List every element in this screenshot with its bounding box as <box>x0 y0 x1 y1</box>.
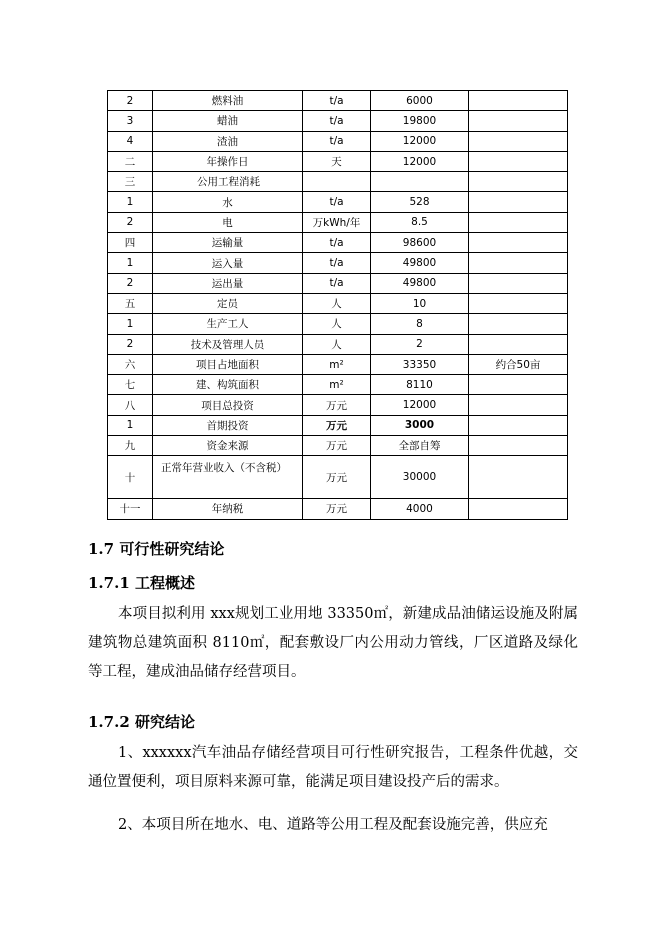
row-name: 渣油 <box>153 131 303 151</box>
table-row <box>108 395 568 415</box>
row-value: 10 <box>371 293 469 313</box>
row-unit: 万元 <box>303 499 371 519</box>
row-number: 十 <box>108 456 153 499</box>
row-value: 4000 <box>371 499 469 519</box>
row-note <box>469 192 568 212</box>
row-note <box>469 131 568 151</box>
row-unit: 人 <box>303 314 371 334</box>
row-unit: 万元 <box>303 436 371 456</box>
row-number: 三 <box>108 172 153 192</box>
table-row <box>108 91 568 111</box>
row-value: 49800 <box>371 273 469 293</box>
row-note <box>469 436 568 456</box>
row-note <box>469 375 568 395</box>
row-number: 2 <box>108 334 153 354</box>
table-row <box>108 354 568 374</box>
table-row <box>108 273 568 293</box>
row-value: 98600 <box>371 233 469 253</box>
row-number: 1 <box>108 415 153 435</box>
row-name: 资金来源 <box>153 436 303 456</box>
row-number: 1 <box>108 314 153 334</box>
row-note <box>469 111 568 131</box>
row-number: 1 <box>108 192 153 212</box>
row-note <box>469 293 568 313</box>
row-number: 六 <box>108 354 153 374</box>
row-note <box>469 273 568 293</box>
row-unit: t/a <box>303 111 371 131</box>
row-value: 12000 <box>371 395 469 415</box>
subsection-title-overview: 1.7.1 工程概述 <box>88 574 195 592</box>
row-name: 公用工程消耗 <box>153 172 303 192</box>
row-name: 水 <box>153 192 303 212</box>
row-note <box>469 395 568 415</box>
row-unit: 人 <box>303 334 371 354</box>
table-row <box>108 192 568 212</box>
row-number: 2 <box>108 91 153 111</box>
row-note <box>469 172 568 192</box>
row-unit: m² <box>303 354 371 374</box>
row-value: 528 <box>371 192 469 212</box>
row-unit: 人 <box>303 293 371 313</box>
row-number: 四 <box>108 233 153 253</box>
overview-paragraph: 本项目拟利用 xxx规划工业用地 33350㎡，新建成品油储运设施及附属建筑物总建筑面积 8110㎡，配套敷设厂内公用动力管线，厂区道路及绿化等工程，建成油品储存经营项目。 <box>88 606 578 680</box>
table-row <box>108 233 568 253</box>
row-name: 运输量 <box>153 233 303 253</box>
row-value: 8.5 <box>371 212 469 232</box>
row-note <box>469 91 568 111</box>
row-value: 8 <box>371 314 469 334</box>
row-note: 约合50亩 <box>469 354 568 374</box>
row-unit: m² <box>303 375 371 395</box>
conclusion-paragraph-2: 2、本项目所在地水、电、道路等公用工程及配套设施完善，供应充 <box>118 817 548 833</box>
table-row <box>108 131 568 151</box>
row-note <box>469 151 568 171</box>
row-unit: 万元 <box>303 456 371 499</box>
row-number: 九 <box>108 436 153 456</box>
row-value: 6000 <box>371 91 469 111</box>
row-note <box>469 334 568 354</box>
table-row <box>108 293 568 313</box>
row-number: 二 <box>108 151 153 171</box>
row-value <box>371 172 469 192</box>
row-unit: 天 <box>303 151 371 171</box>
row-name: 年纳税 <box>153 499 303 519</box>
row-value: 19800 <box>371 111 469 131</box>
row-note <box>469 456 568 499</box>
row-note <box>469 212 568 232</box>
row-note <box>469 415 568 435</box>
table-row <box>108 172 568 192</box>
conclusion-paragraph-1: 1、xxxxxx汽车油品存储经营项目可行性研究报告，工程条件优越，交通位置便利，项目原料来源可靠，能满足项目建设投产后的需求。 <box>88 745 578 790</box>
row-note <box>469 253 568 273</box>
row-value: 2 <box>371 334 469 354</box>
row-value: 33350 <box>371 354 469 374</box>
table-row <box>108 334 568 354</box>
row-number: 五 <box>108 293 153 313</box>
table-row <box>108 415 568 435</box>
row-number: 2 <box>108 212 153 232</box>
row-value: 8110 <box>371 375 469 395</box>
row-number: 1 <box>108 253 153 273</box>
row-unit: t/a <box>303 131 371 151</box>
row-name: 技术及管理人员 <box>153 334 303 354</box>
row-value: 49800 <box>371 253 469 273</box>
row-unit: 万元 <box>303 415 371 435</box>
row-name: 项目占地面积 <box>153 354 303 374</box>
row-unit: t/a <box>303 273 371 293</box>
row-name: 运入量 <box>153 253 303 273</box>
row-name: 年操作日 <box>153 151 303 171</box>
row-name: 正常年营业收入（不含税） <box>153 456 303 499</box>
project-indicator-table <box>107 90 568 520</box>
row-number: 2 <box>108 273 153 293</box>
row-value: 12000 <box>371 151 469 171</box>
row-note <box>469 314 568 334</box>
row-name: 首期投资 <box>153 415 303 435</box>
section-title: 1.7 可行性研究结论 <box>88 540 225 558</box>
row-name: 蜡油 <box>153 111 303 131</box>
table-row <box>108 436 568 456</box>
row-number: 十一 <box>108 499 153 519</box>
row-note <box>469 499 568 519</box>
row-name: 项目总投资 <box>153 395 303 415</box>
row-value: 全部自筹 <box>371 436 469 456</box>
subsection-title-conclusion: 1.7.2 研究结论 <box>88 713 195 731</box>
row-name: 定员 <box>153 293 303 313</box>
row-value: 12000 <box>371 131 469 151</box>
row-unit: t/a <box>303 253 371 273</box>
row-number: 3 <box>108 111 153 131</box>
table-row <box>108 151 568 171</box>
row-unit: 万kWh/年 <box>303 212 371 232</box>
row-unit: 万元 <box>303 395 371 415</box>
row-note <box>469 233 568 253</box>
table-row <box>108 212 568 232</box>
table-row <box>108 456 568 499</box>
row-number: 七 <box>108 375 153 395</box>
row-unit: t/a <box>303 192 371 212</box>
row-value: 3000 <box>371 415 469 435</box>
row-name: 建、构筑面积 <box>153 375 303 395</box>
row-name: 运出量 <box>153 273 303 293</box>
row-name: 生产工人 <box>153 314 303 334</box>
row-unit <box>303 172 371 192</box>
row-number: 4 <box>108 131 153 151</box>
table-row <box>108 253 568 273</box>
row-name: 燃料油 <box>153 91 303 111</box>
row-unit: t/a <box>303 233 371 253</box>
row-unit: t/a <box>303 91 371 111</box>
table-row <box>108 111 568 131</box>
table-row <box>108 499 568 519</box>
row-value: 30000 <box>371 456 469 499</box>
row-number: 八 <box>108 395 153 415</box>
table-row <box>108 375 568 395</box>
table-row <box>108 314 568 334</box>
row-name: 电 <box>153 212 303 232</box>
